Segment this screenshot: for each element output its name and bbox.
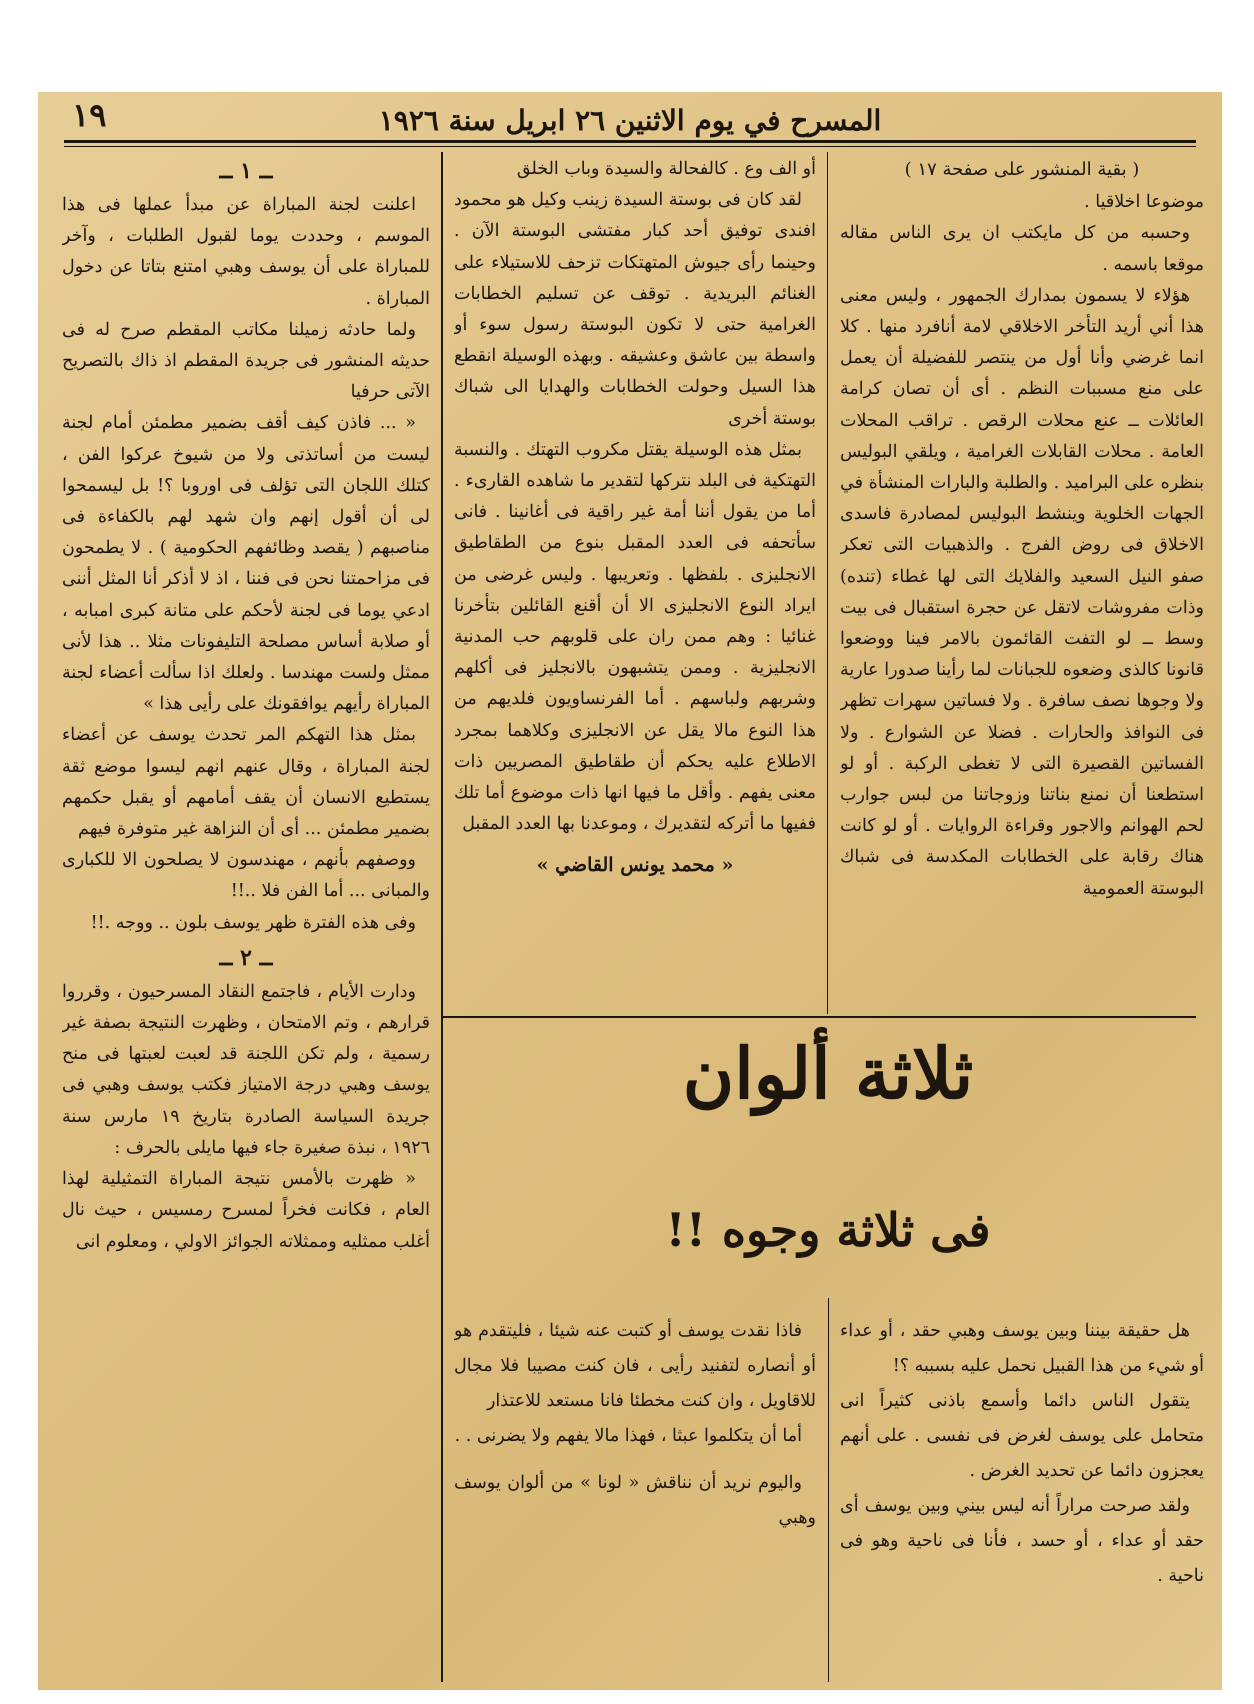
paragraph: بمثل هذه الوسيلة يقتل مكروب التهتك . والنسبة التهتكية فى البلد نتركها لتقدير ما شاهده القارىء . أما من يقول أننا أمة غير راقية فى أغانينا . فانى سأتحفه فى العدد المقبل بنوع من الطقاطيق الانجليزى . بلفظها . وتعريبها . وليس غرضى من ايراد النوع الانجليزى الا أن أقنع القائلين بتأخرنا غنائيا : وهم ممن ران على قلوبهم حب المدنية الانجليزية . وممن يتشبهون بالانجليز فى أكلهم وشربهم ولباسهم . أما الفرنساويون فلديهم من هذا النوع مالا يقل عن الانجليزى وكلاهما بمجرد الاطلاع عليه يحكم أن طقاطيق المصريين ذات معنى يفهم . وأقل ما فيها انها ذات موضوع أما تلك ففيها ما أتركه لتقديرك ، وموعدنا بها العدد المقبل <box>454 439 816 835</box>
headline-title: ثلاثة ألوان <box>682 1032 974 1115</box>
paragraph: « ظهرت بالأمس نتيجة المباراة التمثيلية لهذا العام ، فكانت فخراً لمسرح رمسيس ، حيث نال أغلب ممثليه وممثلاته الجوائز الاولي ، ومعلوم انى <box>62 1169 430 1252</box>
paragraph: واليوم نريد أن نناقش « لونا » من ألوان يوسف وهبي <box>454 1473 816 1528</box>
column-divider-bottom-right <box>828 1298 829 1682</box>
paragraph: ودارت الأيام ، فاجتمع النقاد المسرحيون ، وقرروا قرارهم ، وتم الامتحان ، وظهرت النتيجة بصفة غير رسمية ، ولم تكن اللجنة قد لعبت لعبتها فى منح يوسف وهبي درجة الامتياز فكتب يوسف وهبي فى جريدة السياسة الصادرة بتاريخ ١٩ مارس سنة ١٩٢٦ ، نبذة صغيرة جاء فيها مايلى بالحرف : <box>62 981 430 1158</box>
paragraph: ولقد صرحت مراراً أنه ليس بيني وبين يوسف أى حقد أو عداء ، أو حسد ، فأنا فى ناحية وهو فى ناحية . <box>840 1496 1204 1586</box>
paragraph: « ... فاذن كيف أقف بضمير مطمئن أمام لجنة ليست من أساتذتى ولا من شيوخ عركوا الفن ، كتلك اللجان التى تؤلف فى اوروبا ؟! بل ليسمحوا لى أن أقول إنهم وان شهد لهم بالكفاءة فى مناصبهم ( يقصد وظائفهم الحكومية ) . لا يطمحون فى مزاحمتنا نحن فى فننا ، اذ لا أذكر أنا المثل أننى ادعي يوما فى لجنة لأحكم على متانة كبرى امبابه ، أو صلابة أساس مصلحة التليفونات مثلا .. هذا لأنى ممثل ولست مهندسا . ولعلك اذا سألت أعضاء لجنة المباراة رأيهم يوافقونك على رأيى هذا » <box>62 413 430 715</box>
header-title: المسرح في يوم الاثنين ٢٦ ابريل سنة ١٩٢٦ <box>378 103 882 137</box>
column-left <box>62 152 430 1682</box>
paragraph: لقد كان فى بوستة السيدة زينب وكيل هو محمود افندى توفيق أحد كبار مفتشى البوستة الآن . وحينما رأى جيوش المتهتكات تزحف للاستيلاء على الغنائم البريدية . توقف عن تسليم الخطابات الغرامية حتى لا تكون البوستة رسول سوء أو واسطة بين عاشق وعشيقه . وبهذه الوسيلة انقطع هذا السيل وحولت الخطابات والهدايا الى شباك بوستة أخرى <box>454 190 816 429</box>
column-divider-left <box>441 152 443 1682</box>
paragraph: أو الف وع . كالفحالة والسيدة وباب الخلق <box>516 159 816 179</box>
column-right-top <box>840 154 1204 1012</box>
paragraph: أما أن يتكلموا عبثا ، فهذا مالا يفهم ولا يضرنى . . <box>454 1426 802 1446</box>
section-marker-2: ــ ٢ ــ <box>219 944 273 971</box>
paragraph: ولما حادثه زميلنا مكاتب المقطم صرح له فى حديثه المنشور فى جريدة المقطم اذ ذاك بالتصريح الآتى حرفيا <box>62 319 430 403</box>
paragraph: يتقول الناس دائما وأسمع باذنى كثيراً انى متحامل على يوسف لغرض فى نفسى . على أنهم يعجزون دائما عن تحديد الغرض . <box>840 1391 1204 1481</box>
paragraph: ووصفهم بأنهم ، مهندسون لا يصلحون الا للكبارى والمبانى ... أما الفن فلا ..!! <box>62 850 430 902</box>
page-header <box>68 96 1192 144</box>
paragraph: فاذا نقدت يوسف أو كتبت عنه شيئا ، فليتقدم هو أو أنصاره لتفنيد رأيى ، فان كنت مصيبا فلا مجال للاقاويل ، وان كنت مخطئا فانا مستعد للاعتذار <box>454 1321 816 1411</box>
paragraph: هؤلاء لا يسمون بمدارك الجمهور ، وليس معنى هذا أني أريد التأخر الاخلاقي لامة أنافرد منها . كلا انما غرضي وأنا أول من ينتصر للفضيلة أن يعمل على منع مسببات النظم . أى أن تصان كرامة العائلات ــ عنع محلات الرقص . تراقب المحلات العامة . محلات القابلات الغرامية ، ويلقي البوليس بنظره على البراميد . والطلبة والبارات المنشأة في الجهات الخلوية وينشط البوليس لمصادرة فاسدى الاخلاق فى روض الفرج . والذهبيات التى تعكر صفو النيل السعيد والفلايك التى لها غطاء (تنده) وذات مفروشات لاتقل عن حجرة استقبال فى بيت وسط ــ لو التفت القائمون بالامر فينا ووضعوا قانونا كالذى وضعوه للجبانات لما رأينا صدورا عارية ولا وجوها نصف سافرة . ولا فساتين سهرات تظهر فى النوافذ والحارات . فضلا عن الشوارع . ولا الفساتين القصيرة التى لا تغطى الركبة . أو لو استطعنا أن نمنع بناتنا وزوجاتنا من لبس جوارب لحم الهوانم والاجور وقراءة الروايات . أو لو كانت هناك رقابة على الخطابات المكدسة فى شباك البوستة العمومية <box>840 285 1204 899</box>
column-middle-top <box>454 154 816 1012</box>
column-right-bottom <box>840 1314 1204 1684</box>
headline-subtitle: فى ثلاثة وجوه !! <box>665 1203 991 1257</box>
paragraph: هل حقيقة بيننا وبين يوسف وهبي حقد ، أو عداء أو شيء من هذا القبيل نحمل عليه بسببه ؟! <box>840 1321 1204 1376</box>
paragraph: وحسبه من كل مايكتب ان يرى الناس مقاله موقعا باسمه . <box>840 223 1204 275</box>
paragraph: موضوعا اخلاقيا . <box>1084 192 1204 213</box>
headline-top-rule <box>441 1016 1196 1018</box>
section-marker-1: ــ ١ ــ <box>219 158 273 184</box>
column-middle-bottom <box>454 1314 816 1684</box>
paragraph: اعلنت لجنة المباراة عن مبدأ عملها فى هذا الموسم ، وحددت يوما لقبول الطلبات ، وآخر للمباراة على أن يوسف وهبي امتنع بتاتا عن دخول المباراة . <box>62 195 430 309</box>
paragraph: بمثل هذا التهكم المر تحدث يوسف عن أعضاء لجنة المباراة ، وقال عنهم انهم ليسوا موضع ثقة يستطيع الانسان أن يقف أمامهم أو يقبل حكمهم بضمير مطمئن ... أى أن النزاهة غير متوفرة فيهم <box>62 725 430 840</box>
header-rule <box>64 140 1196 143</box>
header-rule-thin <box>64 146 1196 147</box>
continuation-note: ( بقية المنشور على صفحة ١٧ ) <box>904 159 1140 180</box>
newspaper-page <box>38 92 1222 1690</box>
column-divider-top-right <box>827 152 828 1014</box>
author-signature: « محمد يونس القاضي » <box>536 854 734 877</box>
page-number: ١٩ <box>72 96 107 134</box>
paragraph: وفى هذه الفترة ظهر يوسف بلون .. ووجه .!! <box>90 912 416 933</box>
